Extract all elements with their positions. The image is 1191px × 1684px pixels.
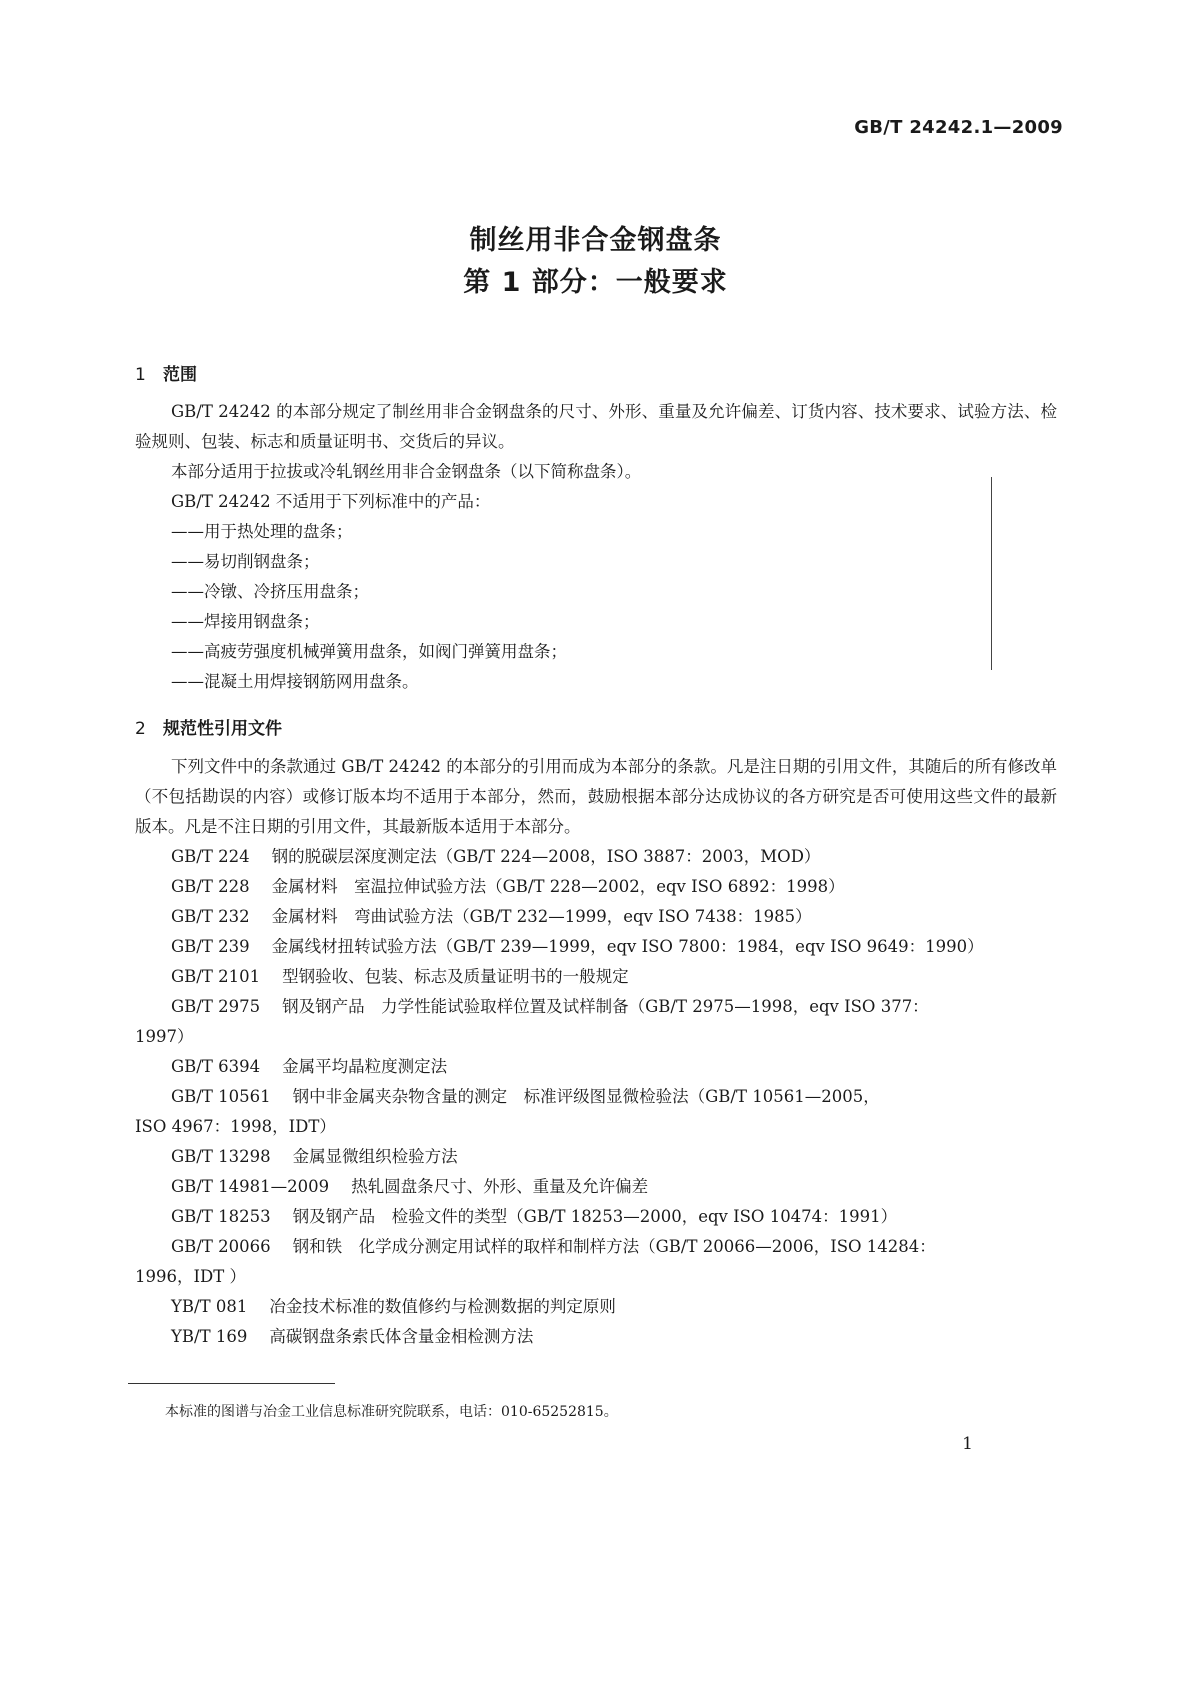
reference-title: 热轧圆盘条尺寸、外形、重量及允许偏差 (351, 1177, 649, 1196)
reference-item (135, 902, 1057, 932)
reference-item (135, 1232, 1057, 1292)
reference-item (135, 1142, 1057, 1172)
reference-title: 金属线材扭转试验方法（GB/T 239—1999，eqv ISO 7800：1984，eqv ISO 9649：1990） (271, 937, 984, 956)
reference-item (135, 962, 1057, 992)
reference-code: GB/T 232 (171, 907, 250, 926)
reference-item (135, 1172, 1057, 1202)
reference-title: 金属材料 室温拉伸试验方法（GB/T 228—2002，eqv ISO 6892：1998） (271, 877, 845, 896)
section-2-title: 规范性引用文件 (163, 719, 282, 739)
change-bar (991, 477, 992, 670)
reference-item (135, 1292, 1057, 1322)
reference-title: 钢的脱碳层深度测定法（GB/T 224—2008，ISO 3887：2003，MOD） (271, 847, 821, 866)
reference-title: 高碳钢盘条索氏体含量金相检测方法 (269, 1327, 534, 1346)
reference-code: GB/T 13298 (171, 1147, 271, 1166)
exclusion-item: ——混凝土用焊接钢筋网用盘条。 (171, 672, 419, 691)
reference-code: GB/T 224 (171, 847, 250, 866)
document-subtitle: 第 1 部分：一般要求 (463, 267, 728, 298)
reference-item (135, 872, 1057, 902)
reference-item (135, 1052, 1057, 1082)
section-2-number: 2 (135, 719, 146, 739)
reference-title: 金属显微组织检验方法 (292, 1147, 458, 1166)
reference-code: GB/T 20066 (171, 1237, 271, 1256)
reference-item (135, 1082, 1057, 1142)
reference-title: 型钢验收、包装、标志及质量证明书的一般规定 (282, 967, 629, 986)
section-2-heading (135, 714, 282, 739)
reference-code: GB/T 14981—2009 (171, 1177, 330, 1196)
section-1-number: 1 (135, 365, 146, 385)
scope-body (135, 397, 1057, 697)
reference-code: YB/T 169 (171, 1327, 248, 1346)
scope-paragraph: 本部分适用于拉拔或冷轧钢丝用非合金钢盘条（以下简称盘条）。 (171, 462, 642, 481)
exclusion-item: ——冷镦、冷挤压用盘条； (171, 582, 369, 601)
reference-title: 钢中非金属夹杂物含量的测定 标准评级图显微检验法（GB/T 10561—2005， (292, 1087, 880, 1106)
reference-code: GB/T 10561 (171, 1087, 271, 1106)
reference-title: 冶金技术标准的数值修约与检测数据的判定原则 (269, 1297, 616, 1316)
reference-code: YB/T 081 (171, 1297, 248, 1316)
exclusion-item: ——焊接用钢盘条； (171, 612, 320, 631)
document-title: 制丝用非合金钢盘条 (469, 225, 722, 256)
reference-title: 钢及钢产品 力学性能试验取样位置及试样制备（GB/T 2975—1998，eqv ISO 377： (282, 997, 929, 1016)
reference-code: GB/T 239 (171, 937, 250, 956)
exclusion-item: ——高疲劳强度机械弹簧用盘条，如阀门弹簧用盘条； (171, 642, 567, 661)
reference-item (135, 1202, 1057, 1232)
footnote-rule (128, 1383, 335, 1384)
reference-code: GB/T 228 (171, 877, 250, 896)
scope-paragraph: GB/T 24242 的本部分规定了制丝用非合金钢盘条的尺寸、外形、重量及允许偏差、订货内容、技术要求、试验方法、检验规则、包装、标志和质量证明书、交货后的异议。 (135, 402, 1057, 451)
page-number: 1 (962, 1434, 973, 1454)
normative-references-body (135, 752, 1057, 1352)
reference-item (135, 932, 1057, 962)
section-1-title: 范围 (163, 365, 197, 385)
reference-code: GB/T 18253 (171, 1207, 271, 1226)
standard-number: GB/T 24242.1—2009 (854, 117, 1063, 138)
scope-paragraph: GB/T 24242 不适用于下列标准中的产品： (171, 492, 491, 511)
reference-continuation: 1996，IDT ） (135, 1267, 246, 1286)
footnote: 本标准的图谱与冶金工业信息标准研究院联系，电话：010-65252815。 (165, 1404, 618, 1420)
references-intro: 下列文件中的条款通过 GB/T 24242 的本部分的引用而成为本部分的条款。凡是注日期的引用文件，其随后的所有修改单（不包括勘误的内容）或修订版本均不适用于本部分，然而，鼓励根据本部分达成协议的各方研究是否可使用这些文件的最新版本。凡是不注日期的引用文件，其最新版本适用于本部分。 (135, 757, 1057, 836)
reference-item (135, 842, 1057, 872)
reference-title: 钢及钢产品 检验文件的类型（GB/T 18253—2000，eqv ISO 10474：1991） (292, 1207, 898, 1226)
exclusion-item: ——易切削钢盘条； (171, 552, 320, 571)
reference-item (135, 992, 1057, 1052)
reference-code: GB/T 2101 (171, 967, 261, 986)
section-1-heading (135, 360, 197, 385)
reference-continuation: 1997） (135, 1027, 194, 1046)
reference-title: 金属平均晶粒度测定法 (282, 1057, 448, 1076)
exclusion-item: ——用于热处理的盘条； (171, 522, 353, 541)
reference-continuation: ISO 4967：1998，IDT） (135, 1117, 336, 1136)
reference-code: GB/T 6394 (171, 1057, 261, 1076)
reference-item (135, 1322, 1057, 1352)
reference-code: GB/T 2975 (171, 997, 261, 1016)
reference-title: 钢和铁 化学成分测定用试样的取样和制样方法（GB/T 20066—2006，ISO 14284： (292, 1237, 936, 1256)
reference-title: 金属材料 弯曲试验方法（GB/T 232—1999，eqv ISO 7438：1985） (271, 907, 812, 926)
